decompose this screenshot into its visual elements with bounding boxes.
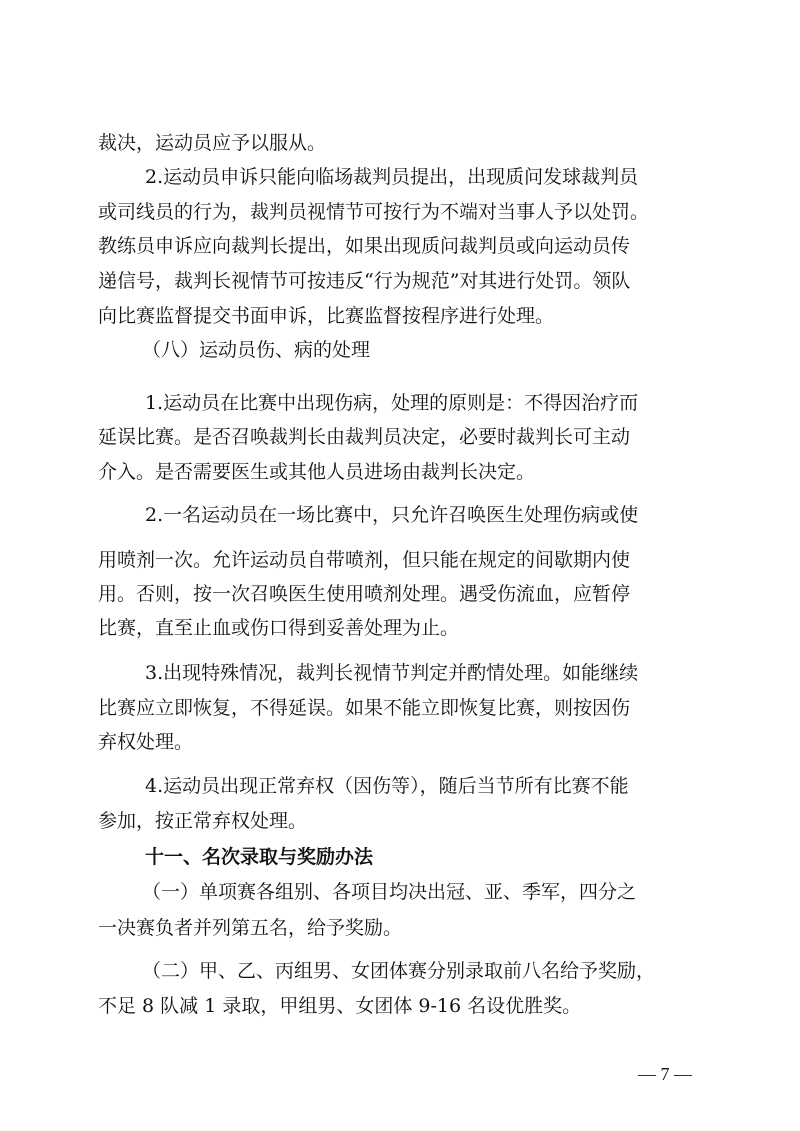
text-line	[0, 955, 800, 987]
section-heading	[0, 334, 800, 366]
line-text: 4.运动员出现正常弃权（因伤等），随后当节所有比赛不能	[145, 775, 629, 797]
line-text: 十一、名次录取与奖励办法	[145, 846, 374, 868]
text-line	[0, 127, 800, 159]
line-text: 不足 8 队减 1 录取，甲组男、女团体 9-16 名设优胜奖。	[98, 995, 582, 1017]
line-text: （八）运动员伤、病的处理	[142, 339, 371, 361]
line-text: 2.一名运动员在一场比赛中，只允许召唤医生处理伤病或使	[145, 504, 639, 526]
text-line	[0, 196, 800, 228]
text-line	[0, 578, 800, 610]
line-text: 用。否则，按一次召唤医生使用喷剂处理。遇受伤流血，应暂停	[98, 583, 631, 605]
line-text: 弃权处理。	[98, 731, 194, 753]
text-line	[0, 912, 800, 944]
line-text: 裁决，运动员应予以服从。	[98, 132, 327, 154]
text-line	[0, 876, 800, 908]
line-text: 比赛应立即恢复，不得延误。如果不能立即恢复比赛，则按因伤	[98, 697, 631, 719]
line-text: 用喷剂一次。允许运动员自带喷剂，但只能在规定的间歇期内使	[98, 549, 631, 571]
text-line	[0, 612, 800, 644]
line-text: 或司线员的行为，裁判员视情节可按行为不端对当事人予以处罚。	[98, 201, 650, 223]
text-line	[0, 692, 800, 724]
line-text: （一）单项赛各组别、各项目均决出冠、亚、季军，四分之	[142, 881, 637, 903]
line-text: 2.运动员申诉只能向临场裁判员提出，出现质问发球裁判员	[145, 166, 639, 188]
line-text: （二）甲、乙、丙组男、女团体赛分别录取前八名给予奖励，	[142, 960, 656, 982]
line-text: 教练员申诉应向裁判长提出，如果出现质问裁判员或向运动员传	[98, 235, 631, 257]
text-line	[0, 387, 800, 419]
line-text: 递信号，裁判长视情节可按违反“行为规范”对其进行处罚。领队	[98, 270, 631, 292]
line-text: 比赛，直至止血或伤口得到妥善处理为止。	[98, 617, 460, 639]
text-line	[0, 456, 800, 488]
text-line	[0, 300, 800, 332]
text-line	[0, 499, 800, 531]
chapter-heading	[0, 841, 800, 873]
text-line	[0, 770, 800, 802]
line-text: 向比赛监督提交书面申诉，比赛监督按程序进行处理。	[98, 305, 555, 327]
text-line	[0, 657, 800, 689]
line-text: 介入。是否需要医生或其他人员进场由裁判长决定。	[98, 461, 536, 483]
line-text: 1.运动员在比赛中出现伤病，处理的原则是：不得因治疗而	[145, 392, 639, 414]
text-line	[0, 230, 800, 262]
text-line	[0, 265, 800, 297]
line-text: 延误比赛。是否召唤裁判长由裁判员决定，必要时裁判长可主动	[98, 426, 631, 448]
text-line	[0, 544, 800, 576]
page-number: — 7 —	[638, 1064, 692, 1084]
text-line	[0, 161, 800, 193]
text-line	[0, 421, 800, 453]
text-line	[0, 726, 800, 758]
text-line	[0, 805, 800, 837]
text-line	[0, 990, 800, 1022]
line-text: 3.出现特殊情况，裁判长视情节判定并酌情处理。如能继续	[145, 662, 639, 684]
line-text: 一决赛负者并列第五名，给予奖励。	[98, 917, 403, 939]
line-text: 参加，按正常弃权处理。	[98, 810, 308, 832]
